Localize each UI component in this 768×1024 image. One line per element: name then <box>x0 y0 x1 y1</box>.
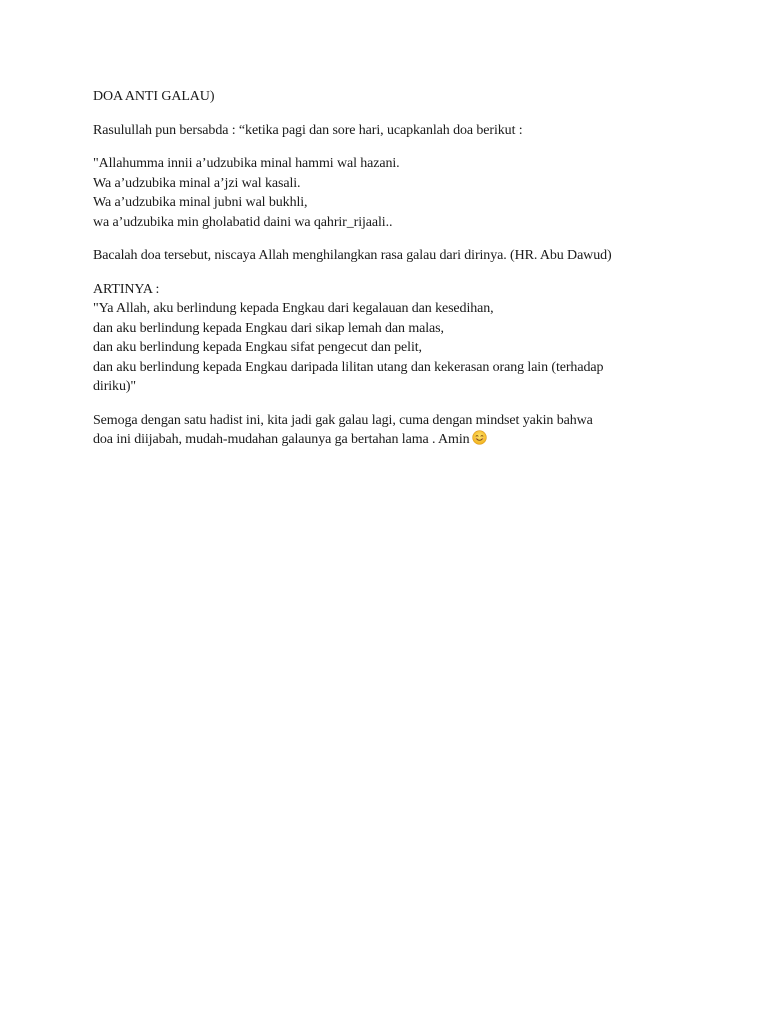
closing-paragraph <box>93 411 693 450</box>
doa-line: wa a’udzubika min gholabatid daini wa qahrir_rijaali.. <box>93 214 393 230</box>
document-title <box>93 87 693 107</box>
doa-line: Wa a’udzubika minal jubni wal bukhli, <box>93 195 308 210</box>
artinya-line: diriku)" <box>93 379 137 394</box>
artinya-line: dan aku berlindung kepada Engkau sifat pengecut dan pelit, <box>93 340 422 355</box>
artinya-paragraph <box>93 280 693 397</box>
doa-line: "Allahumma innii a’udzubika minal hammi wal hazani. <box>93 156 400 171</box>
closing-text: doa ini diijabah, mudah-mudahan galaunya ga bertahan lama . Amin <box>93 432 470 447</box>
intro-text: Rasulullah pun bersabda : “ketika pagi dan sore hari, ucapkanlah doa berikut : <box>93 122 523 138</box>
instruction-paragraph <box>93 246 693 266</box>
closing-line-with-emoji <box>93 430 693 450</box>
artinya-line: dan aku berlindung kepada Engkau daripada lilitan utang dan kekerasan orang lain (terhadap <box>93 359 604 375</box>
intro-paragraph <box>93 121 693 141</box>
document-page <box>93 87 693 464</box>
instruction-text: Bacalah doa tersebut, niscaya Allah menghilangkan rasa galau dari dirinya. (HR. Abu Dawud) <box>93 248 612 263</box>
title-text: DOA ANTI GALAU) <box>93 89 215 104</box>
artinya-heading: ARTINYA : <box>93 281 160 297</box>
doa-paragraph <box>93 154 693 232</box>
doa-line: Wa a’udzubika minal a’jzi wal kasali. <box>93 175 301 191</box>
artinya-line: dan aku berlindung kepada Engkau dari sikap lemah dan malas, <box>93 320 444 336</box>
closing-line: Semoga dengan satu hadist ini, kita jadi gak galau lagi, cuma dengan mindset yakin bahwa <box>93 412 593 428</box>
artinya-line: "Ya Allah, aku berlindung kepada Engkau dari kegalauan dan kesedihan, <box>93 301 494 316</box>
smiling-face-icon <box>472 430 487 445</box>
